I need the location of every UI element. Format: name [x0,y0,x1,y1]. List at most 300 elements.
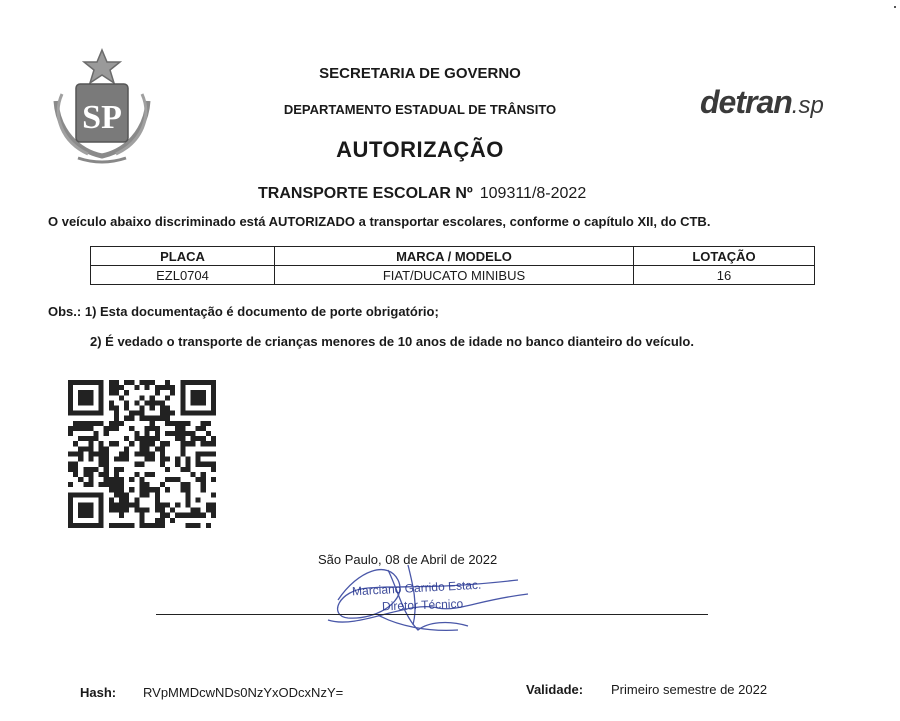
qr-module [180,513,185,518]
qr-module [119,395,124,400]
qr-module [150,441,155,446]
qr-module [139,523,144,528]
qr-module [206,431,211,436]
qr-module [104,477,109,482]
qr-module [99,497,104,502]
qr-module [129,380,134,385]
qr-module [185,421,190,426]
qr-module [83,472,88,477]
qr-module [78,426,83,431]
qr-module [150,457,155,462]
qr-module [119,487,124,492]
qr-module [78,436,83,441]
qr-module [99,451,104,456]
qr-module [124,497,129,502]
qr-module [94,411,99,416]
qr-module [139,411,144,416]
qr-module [139,513,144,518]
qr-module [201,487,206,492]
qr-module [180,487,185,492]
qr-module [201,451,206,456]
qr-module [160,406,165,411]
qr-module [114,467,119,472]
qr-module [145,451,150,456]
qr-module [114,472,119,477]
qr-module [78,395,83,400]
qr-module [109,523,114,528]
qr-module [211,502,216,507]
qr-module [99,446,104,451]
qr-module [139,436,144,441]
qr-module [180,380,185,385]
qr-module [78,446,83,451]
qr-module [201,390,206,395]
qr-module [73,421,78,426]
qr-module [206,451,211,456]
qr-module [119,451,124,456]
detran-sp-logo [700,84,840,124]
qr-module [94,421,99,426]
qr-module [104,446,109,451]
signatory-name: Marciano Garrido Estac. [351,577,482,599]
qr-module [201,395,206,400]
qr-module [211,451,216,456]
qr-module [190,513,195,518]
qr-module [165,513,170,518]
qr-module [124,502,129,507]
qr-module [114,380,119,385]
qr-module [68,513,73,518]
qr-module [185,411,190,416]
qr-module [190,472,195,477]
qr-module [145,523,150,528]
qr-module [180,421,185,426]
qr-module [139,395,144,400]
qr-module [124,492,129,497]
qr-module [160,518,165,523]
qr-module [99,395,104,400]
qr-module [201,421,206,426]
qr-module [190,431,195,436]
qr-module [99,508,104,513]
qr-module [175,502,180,507]
qr-module [134,451,139,456]
qr-module [109,421,114,426]
qr-module [119,482,124,487]
qr-module [114,487,119,492]
qr-module [150,472,155,477]
qr-module [211,390,216,395]
logo-main-text: detran [700,84,792,120]
qr-module [160,482,165,487]
qr-module [68,451,73,456]
qr-module [99,421,104,426]
qr-module [170,508,175,513]
qr-module [145,492,150,497]
cell-marca-modelo: FIAT/DUCATO MINIBUS [275,266,634,285]
header-marca-modelo: MARCA / MODELO [275,247,634,266]
qr-module [78,502,83,507]
qr-module [211,380,216,385]
qr-module [180,436,185,441]
qr-module [201,441,206,446]
qr-module [175,477,180,482]
qr-module [88,411,93,416]
qr-module [68,523,73,528]
qr-module [129,487,134,492]
seal-text: SP [82,99,122,136]
qr-module [175,426,180,431]
qr-module [145,400,150,405]
qr-module [155,446,160,451]
qr-module [68,462,73,467]
qr-module [88,390,93,395]
qr-module [201,482,206,487]
qr-module [150,416,155,421]
qr-module [145,508,150,513]
qr-module [78,457,83,462]
qr-module [124,390,129,395]
qr-module [88,492,93,497]
qr-module [73,380,78,385]
qr-module [78,411,83,416]
qr-module [68,508,73,513]
qr-module [114,508,119,513]
qr-module [104,462,109,467]
qr-module [88,436,93,441]
qr-module [99,406,104,411]
qr-module [196,497,201,502]
qr-module [88,421,93,426]
qr-module [185,431,190,436]
qr-module [109,400,114,405]
qr-module [165,441,170,446]
qr-module [104,431,109,436]
qr-module [114,477,119,482]
qr-module [211,467,216,472]
qr-module [196,380,201,385]
secretaria-heading: SECRETARIA DE GOVERNO [319,65,521,82]
qr-module [206,462,211,467]
qr-module [88,472,93,477]
qr-module [150,436,155,441]
qr-module [124,446,129,451]
qr-module [206,421,211,426]
logo-suffix-text: .sp [791,92,824,119]
qr-module [211,508,216,513]
qr-module [155,390,160,395]
qr-module [83,513,88,518]
qr-module [165,416,170,421]
qr-module [196,451,201,456]
qr-module [150,395,155,400]
qr-module [88,482,93,487]
qr-module [190,436,195,441]
qr-module [129,426,134,431]
qr-module [196,523,201,528]
qr-module [134,385,139,390]
qr-module [196,390,201,395]
qr-module [99,441,104,446]
qr-module [180,411,185,416]
qr-module [68,497,73,502]
qr-module [114,385,119,390]
qr-module [134,462,139,467]
qr-module [109,508,114,513]
qr-module [206,502,211,507]
qr-module [206,411,211,416]
qr-module [73,426,78,431]
qr-module [99,380,104,385]
qr-module [145,416,150,421]
qr-module [155,523,160,528]
qr-module [124,406,129,411]
qr-module [201,411,206,416]
qr-module [139,462,144,467]
qr-module [180,467,185,472]
qr-module [83,421,88,426]
qr-module [99,385,104,390]
qr-module [99,457,104,462]
qr-module [129,502,134,507]
qr-module [68,411,73,416]
qr-module [155,436,160,441]
qr-module [134,497,139,502]
qr-module [78,451,83,456]
qr-module [180,441,185,446]
qr-module [94,467,99,472]
qr-module [180,431,185,436]
qr-module [88,477,93,482]
signatory-role: Diretor Técnico [381,596,464,614]
qr-module [83,395,88,400]
qr-module [104,472,109,477]
qr-module [160,385,165,390]
qr-module [155,502,160,507]
qr-module [160,513,165,518]
qr-module [160,441,165,446]
qr-module [73,472,78,477]
qr-module [139,406,144,411]
qr-module [129,477,134,482]
qr-module [145,487,150,492]
qr-module [145,385,150,390]
qr-module [165,477,170,482]
qr-module [139,477,144,482]
qr-module [73,467,78,472]
qr-module [150,400,155,405]
qr-module [139,492,144,497]
qr-module [180,395,185,400]
qr-module [99,502,104,507]
qr-module [190,523,195,528]
qr-module [109,502,114,507]
qr-module [190,390,195,395]
qr-module [124,523,129,528]
qr-module [68,395,73,400]
qr-module [104,451,109,456]
qr-module [139,416,144,421]
observation-2: 2) É vedado o transporte de crianças menores de 10 anos de idade no banco dianteiro do veículo. [90,334,694,349]
qr-module [170,518,175,523]
qr-module [201,513,206,518]
qr-module [119,421,124,426]
qr-module [99,390,104,395]
qr-module [124,457,129,462]
qr-module [165,421,170,426]
qr-module [94,523,99,528]
qr-module [150,406,155,411]
qr-module [175,421,180,426]
qr-module [88,457,93,462]
qr-module [185,513,190,518]
table-row [91,266,815,285]
qr-module [180,406,185,411]
qr-module [185,502,190,507]
qr-module [114,411,119,416]
qr-module [190,400,195,405]
qr-module [211,492,216,497]
qr-module [119,457,124,462]
qr-module [68,390,73,395]
qr-module [68,431,73,436]
qr-module [134,400,139,405]
qr-module [73,523,78,528]
authorization-statement: O veículo abaixo discriminado está AUTORIZADO a transportar escolares, conforme o capítulo XII, do CTB. [48,214,711,229]
qr-module [99,518,104,523]
transporte-escolar-number [258,185,586,203]
qr-module [160,508,165,513]
qr-module [114,426,119,431]
qr-module [119,385,124,390]
qr-module [206,523,211,528]
qr-module [196,508,201,513]
cell-placa: EZL0704 [91,266,275,285]
qr-module [139,451,144,456]
qr-module [201,426,206,431]
qr-module [83,380,88,385]
qr-module [170,477,175,482]
qr-module [185,487,190,492]
qr-module [196,462,201,467]
qr-module [94,451,99,456]
qr-module [150,523,155,528]
qr-module [201,462,206,467]
qr-module [88,426,93,431]
qr-module [160,457,165,462]
qr-module [139,446,144,451]
qr-module [109,497,114,502]
qr-module [88,513,93,518]
qr-module [109,482,114,487]
qr-module [119,513,124,518]
qr-module [145,426,150,431]
qr-module [155,416,160,421]
qr-code [67,380,217,528]
qr-module [206,380,211,385]
qr-module [99,492,104,497]
validade-value: Primeiro semestre de 2022 [611,682,768,697]
qr-module [185,457,190,462]
qr-module [124,436,129,441]
qr-module [145,482,150,487]
qr-module [78,508,83,513]
qr-module [134,436,139,441]
qr-module [88,467,93,472]
qr-module [165,380,170,385]
qr-module [68,467,73,472]
qr-module [104,457,109,462]
qr-module [211,441,216,446]
qr-module [94,492,99,497]
qr-module [94,380,99,385]
qr-module [180,385,185,390]
qr-module [196,411,201,416]
qr-module [88,380,93,385]
qr-module [165,395,170,400]
qr-module [190,441,195,446]
qr-module [109,385,114,390]
qr-module [114,421,119,426]
qr-module [190,411,195,416]
qr-module [201,472,206,477]
qr-module [68,400,73,405]
qr-module [160,523,165,528]
qr-module [206,508,211,513]
qr-module [78,477,83,482]
qr-module [211,400,216,405]
qr-module [83,508,88,513]
qr-module [68,426,73,431]
qr-module [180,482,185,487]
qr-module [160,416,165,421]
qr-module [139,380,144,385]
qr-module [170,421,175,426]
qr-module [114,416,119,421]
qr-module [145,436,150,441]
qr-module [180,446,185,451]
qr-module [109,477,114,482]
qr-module [185,482,190,487]
qr-module [88,441,93,446]
qr-module [170,431,175,436]
qr-module [104,467,109,472]
qr-module [124,380,129,385]
qr-module [139,487,144,492]
qr-module [88,508,93,513]
header-placa: PLACA [91,247,275,266]
signature-place-date: São Paulo, 08 de Abril de 2022 [318,552,498,567]
qr-module [83,502,88,507]
vehicle-table [90,246,815,285]
qr-module [119,523,124,528]
qr-module [134,502,139,507]
qr-module [68,492,73,497]
document-title: AUTORIZAÇÃO [336,137,504,162]
qr-module [155,508,160,513]
qr-module [78,523,83,528]
qr-module [155,426,160,431]
qr-module [83,400,88,405]
qr-module [185,462,190,467]
qr-module [129,523,134,528]
transporte-numero: 109311/8-2022 [479,185,587,202]
qr-module [165,467,170,472]
qr-module [119,477,124,482]
qr-module [124,416,129,421]
qr-module [83,446,88,451]
qr-module [196,395,201,400]
